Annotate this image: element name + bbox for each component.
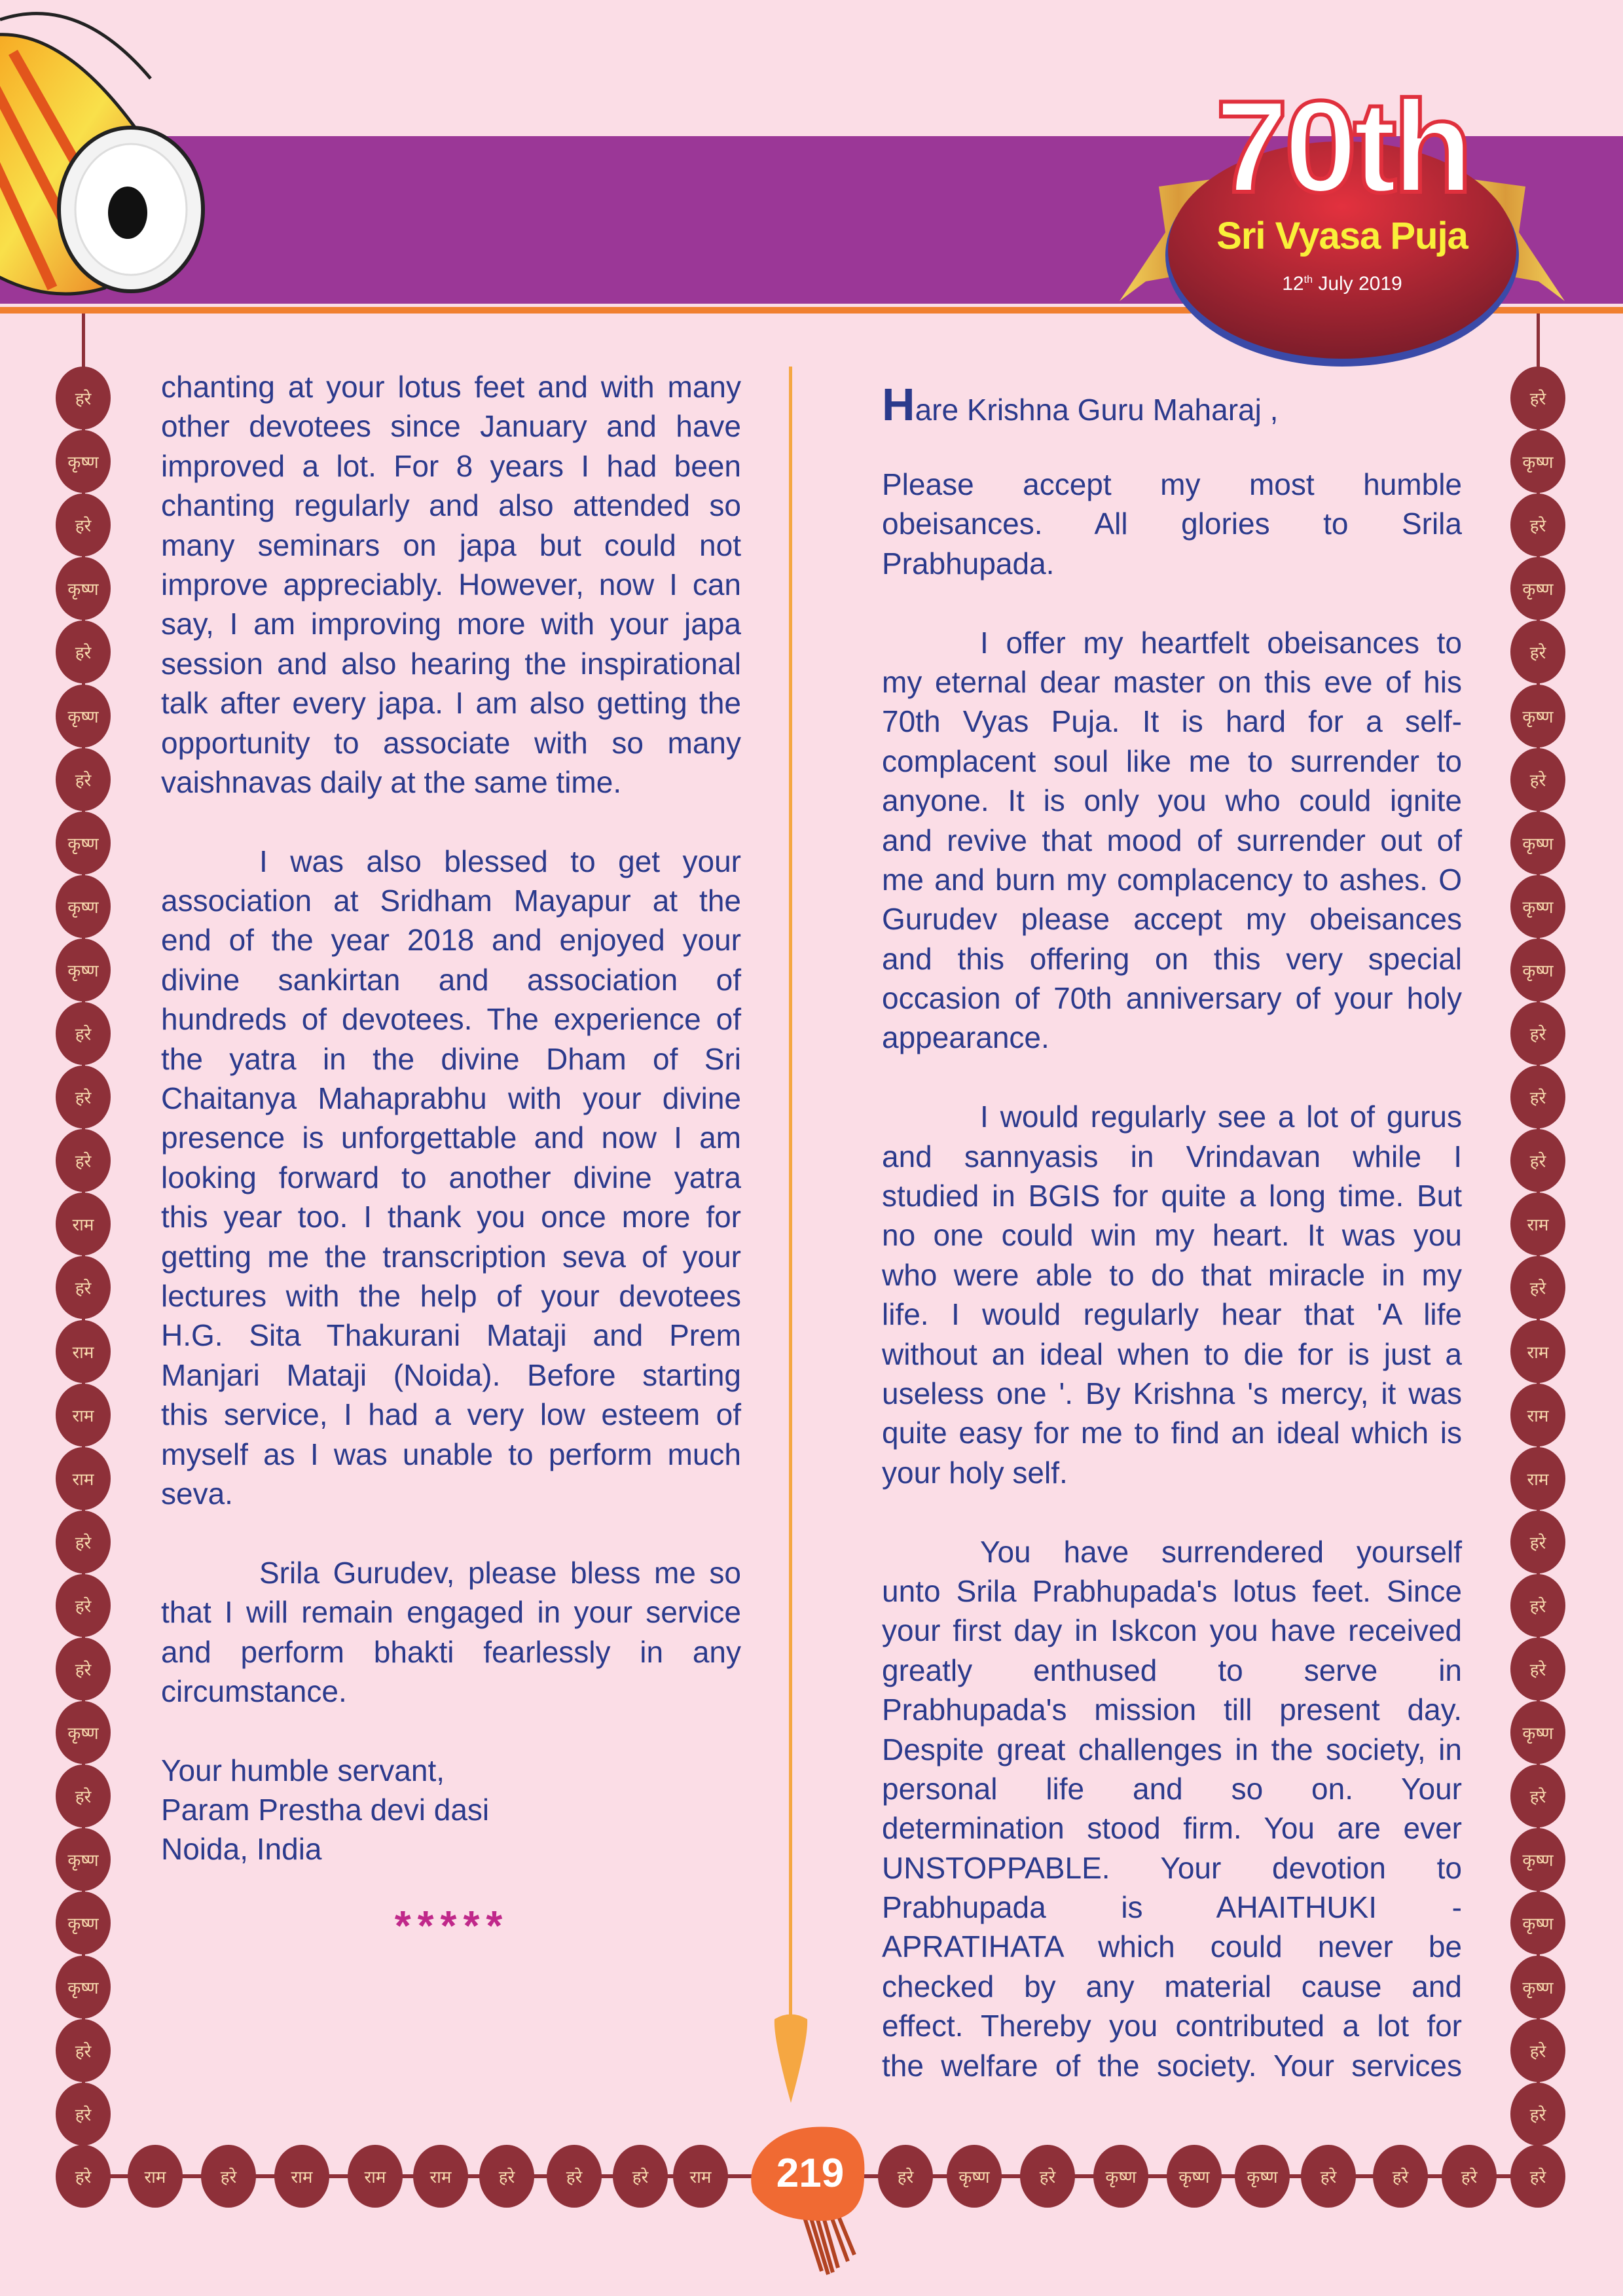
text-line: Chaitanya Mahaprabhu with your divine	[161, 1081, 741, 1116]
bead-label: राम	[72, 1342, 94, 1363]
bead-bottom	[1093, 2145, 1148, 2208]
bead-label: कृष्ण	[67, 453, 99, 473]
bead-right	[1510, 1193, 1565, 1255]
bead-label: कृष्ण	[1522, 961, 1554, 981]
text-line: the yatra in the divine Dham of Sri	[161, 1041, 741, 1076]
badge-title: Sri Vyasa Puja	[1216, 215, 1468, 257]
text-line: seva.	[161, 1476, 233, 1511]
bead-bottom	[128, 2145, 183, 2208]
text-line: improved a lot. For 8 years I had been	[161, 448, 741, 483]
bead-left	[56, 1320, 111, 1383]
text-line: chanting at your lotus feet and with many	[161, 370, 741, 404]
bead-label: हरे	[1529, 1787, 1546, 1808]
bead-label: हरे	[1529, 516, 1546, 537]
bead-left	[56, 1574, 111, 1637]
bead-right	[1510, 493, 1565, 556]
bead-left	[56, 685, 111, 747]
text-line: hundreds of devotees. The experience of	[161, 1002, 741, 1037]
text-line: determination stood firm. You are ever	[882, 1811, 1462, 1846]
bead-label: राम	[1527, 1215, 1549, 1236]
text-line: studied in BGIS for quite a long time. But	[882, 1179, 1462, 1213]
blank-line	[161, 1711, 741, 1750]
text-line: and this offering on this very special	[882, 941, 1462, 976]
text-line: Despite great challenges in the society, in	[882, 1732, 1462, 1767]
text-line: I offer my heartfelt obeisances to	[980, 625, 1462, 660]
bead-label: हरे	[1529, 1152, 1546, 1172]
left-text-column	[161, 367, 741, 1869]
bead-bottom	[348, 2145, 403, 2208]
bead-left	[56, 557, 111, 620]
bead-right	[1510, 685, 1565, 747]
text-line: getting me the transcription seva of your	[161, 1239, 741, 1274]
bead-label: राम	[72, 1406, 94, 1426]
bead-label: कृष्ण	[1522, 1914, 1554, 1935]
bead-label: हरे	[1529, 2105, 1546, 2125]
text-line: your first day in Iskcon you have received	[882, 1613, 1462, 1648]
bead-label: हरे	[75, 2105, 92, 2125]
bead-bottom	[1167, 2145, 1222, 2208]
text-line: UNSTOPPABLE. Your devotion to	[882, 1850, 1462, 1885]
text-line: end of the year 2018 and enjoyed your	[161, 923, 741, 958]
bead-label: कृष्ण	[67, 1724, 99, 1744]
text-line: the welfare of the society. Your services	[882, 2048, 1462, 2083]
bead-bottom	[878, 2145, 933, 2208]
text-line: Prabhupada.	[882, 546, 1055, 581]
bead-bottom	[613, 2145, 668, 2208]
bead-label: हरे	[1529, 1596, 1546, 1617]
bead-right	[1510, 939, 1565, 1001]
bead-right	[1510, 748, 1565, 811]
bead-right	[1510, 1956, 1565, 2018]
bead-left	[56, 2083, 111, 2145]
bead-label: हरे	[75, 2041, 92, 2062]
blank-line	[882, 1492, 1462, 1532]
bead-left	[56, 620, 111, 683]
bead-label: हरे	[632, 2168, 649, 2187]
text-line: presence is unforgettable and now I am	[161, 1121, 741, 1155]
badge-number: 70th	[1215, 74, 1469, 220]
bead-right	[1510, 430, 1565, 493]
bead-left	[56, 1511, 111, 1573]
text-line: that I will remain engaged in your service	[161, 1595, 741, 1630]
bead-right	[1510, 1828, 1565, 1891]
text-line: complacent soul like me to surrender to	[882, 744, 1462, 778]
text-line: myself as I was unable to perform much	[161, 1437, 741, 1471]
bead-label: कृष्ण	[958, 2168, 990, 2187]
bead-label: हरे	[1392, 2168, 1409, 2187]
text-line: Param Prestha devi dasi	[161, 1793, 490, 1827]
bead-right	[1510, 1511, 1565, 1573]
text-line: this year too. I thank you once more for	[161, 1200, 741, 1234]
bead-label: हरे	[75, 1152, 92, 1172]
bead-right	[1510, 1447, 1565, 1510]
bead-left	[56, 1193, 111, 1255]
text-line: greatly enthused to serve in	[882, 1653, 1462, 1687]
text-line: APRATIHATA which could never be	[882, 1929, 1462, 1964]
bead-left	[56, 1256, 111, 1319]
bead-label: हरे	[75, 516, 92, 537]
bead-right	[1510, 1320, 1565, 1383]
bead-label: कृष्ण	[1522, 1978, 1554, 1998]
bead-bottom	[413, 2145, 468, 2208]
bead-label: कृष्ण	[67, 1914, 99, 1935]
blank-line	[882, 583, 1462, 622]
bead-label: हरे	[1461, 2168, 1478, 2187]
bead-label: कृष्ण	[67, 834, 99, 854]
bead-right	[1510, 557, 1565, 620]
text-line: anyone. It is only you who could ignite	[882, 783, 1462, 818]
bead-left	[56, 1892, 111, 1954]
text-line: lectures with the help of your devotees	[161, 1278, 741, 1313]
text-line: Your humble servant,	[161, 1753, 445, 1787]
bead-right	[1510, 367, 1565, 429]
section-stars: *****	[394, 1902, 509, 1949]
center-divider-drop-icon	[769, 2013, 812, 2104]
text-line: Noida, India	[161, 1832, 322, 1867]
bead-label: कृष्ण	[67, 1851, 99, 1871]
bead-bottom	[1510, 2145, 1565, 2208]
text-line: talk after every japa. I am also getting the	[161, 686, 741, 721]
text-line: and sannyasis in Vrindavan while I	[882, 1139, 1462, 1174]
bead-left	[56, 1002, 111, 1065]
bead-label: हरे	[75, 770, 92, 791]
text-line: without an ideal when to die for is just a	[882, 1336, 1462, 1371]
bead-bottom	[673, 2145, 728, 2208]
bead-label: हरे	[1529, 2168, 1546, 2187]
bead-label: राम	[429, 2168, 452, 2187]
bead-label: राम	[72, 1215, 94, 1236]
bead-right	[1510, 1574, 1565, 1637]
text-line: your holy self.	[882, 1455, 1068, 1490]
bead-label: राम	[1527, 1406, 1549, 1426]
bead-label: राम	[1527, 1469, 1549, 1490]
bead-right	[1510, 1638, 1565, 1700]
bead-label: कृष्ण	[1522, 580, 1554, 600]
bead-label: हरे	[897, 2168, 914, 2187]
bead-label: हरे	[1529, 1088, 1546, 1109]
text-line: checked by any material cause and	[882, 1969, 1462, 2003]
bead-label: हरे	[1529, 643, 1546, 664]
bead-right	[1510, 620, 1565, 683]
bead-right	[1510, 875, 1565, 938]
bead-label: हरे	[75, 643, 92, 664]
text-line: Manjari Mataji (Noida). Before starting	[161, 1357, 741, 1392]
bead-right	[1510, 812, 1565, 874]
page-number: 219	[776, 2150, 845, 2196]
bead-label: राम	[689, 2168, 712, 2187]
bead-label: कृष्ण	[67, 580, 99, 600]
text-line: appearance.	[882, 1020, 1049, 1055]
bead-label: हरे	[75, 1025, 92, 1045]
bead-label: कृष्ण	[67, 1978, 99, 1998]
bead-label: हरे	[75, 1660, 92, 1680]
text-line: obeisances. All glories to Srila	[882, 507, 1462, 541]
text-line: my eternal dear master on this eve of his	[882, 664, 1462, 699]
text-line: H.G. Sita Thakurani Mataji and Prem	[161, 1318, 741, 1353]
bead-label: कृष्ण	[1522, 897, 1554, 918]
bead-bottom	[274, 2145, 329, 2208]
bead-label: हरे	[75, 389, 92, 409]
badge-date: 12th July 2019	[1282, 273, 1402, 295]
bead-label: हरे	[1529, 1660, 1546, 1680]
bead-left	[56, 812, 111, 874]
bead-label: कृष्ण	[1178, 2168, 1210, 2187]
bead-label: हरे	[1529, 1025, 1546, 1045]
bead-left	[56, 430, 111, 493]
text-line: vaishnavas daily at the same time.	[161, 764, 622, 799]
blank-line	[161, 1513, 741, 1552]
bead-left	[56, 1384, 111, 1446]
anniversary-badge	[1106, 65, 1578, 367]
bead-label: कृष्ण	[67, 961, 99, 981]
text-line: session and also hearing the inspirational	[161, 646, 741, 681]
bead-label: कृष्ण	[1522, 707, 1554, 727]
bead-label: कृष्ण	[1522, 1724, 1554, 1744]
text-line: circumstance.	[161, 1674, 347, 1708]
bead-label: राम	[1527, 1342, 1549, 1363]
text-line: Prabhupada is AHAITHUKI -	[882, 1890, 1462, 1925]
bead-label: हरे	[1039, 2168, 1056, 2187]
text-line: life. I would regularly hear that 'A life	[882, 1297, 1462, 1332]
bead-bottom	[947, 2145, 1002, 2208]
bead-label: कृष्ण	[67, 897, 99, 918]
bead-label: हरे	[75, 1787, 92, 1808]
text-line: no one could win my heart. It was you	[882, 1218, 1462, 1253]
bead-bottom	[1020, 2145, 1075, 2208]
bead-bottom	[547, 2145, 602, 2208]
bead-label: राम	[72, 1469, 94, 1490]
text-line: who were able to do that miracle in my	[882, 1257, 1462, 1292]
bead-label: राम	[144, 2168, 166, 2187]
text-line: association at Sridham Mayapur at the	[161, 884, 741, 918]
bead-left	[56, 939, 111, 1001]
text-line: Prabhupada's mission till present day.	[882, 1693, 1462, 1727]
text-line: looking forward to another divine yatra	[161, 1160, 741, 1194]
bead-right	[1510, 1066, 1565, 1128]
bead-label: हरे	[220, 2168, 237, 2187]
bead-left	[56, 875, 111, 938]
bead-label: हरे	[1529, 2041, 1546, 2062]
bead-left	[56, 1066, 111, 1128]
bead-label: हरे	[75, 2168, 92, 2187]
text-line: unto Srila Prabhupada's lotus feet. Since	[882, 1573, 1462, 1608]
text-line: personal life and so on. Your	[882, 1771, 1462, 1806]
text-line: effect. Thereby you contributed a lot for	[882, 2009, 1462, 2043]
text-line: chanting regularly and also attended so	[161, 488, 741, 523]
bead-left	[56, 2019, 111, 2082]
bead-left	[56, 1638, 111, 1700]
bead-left	[56, 367, 111, 429]
bead-bottom	[56, 2145, 111, 2208]
text-line: many seminars on japa but could not	[161, 528, 741, 562]
text-line: I would regularly see a lot of gurus	[980, 1100, 1462, 1134]
text-line: quite easy for me to find an ideal which is	[882, 1416, 1462, 1450]
bead-left	[56, 1765, 111, 1827]
right-text-column	[882, 465, 1462, 2085]
bead-right	[1510, 2083, 1565, 2145]
bead-label: हरे	[1529, 770, 1546, 791]
bead-label: कृष्ण	[1522, 834, 1554, 854]
bead-label: हरे	[1529, 389, 1546, 409]
text-line: other devotees since January and have	[161, 409, 741, 444]
bead-right	[1510, 1256, 1565, 1319]
bead-left	[56, 1701, 111, 1764]
bead-left	[56, 748, 111, 811]
bead-label: राम	[364, 2168, 386, 2187]
bead-label: हरे	[1529, 1279, 1546, 1299]
text-line: and revive that mood of surrender out of	[882, 823, 1462, 857]
bead-left	[56, 1956, 111, 2018]
bead-right	[1510, 2019, 1565, 2082]
text-line: and perform bhakti fearlessly in any	[161, 1634, 741, 1669]
bead-label: हरे	[498, 2168, 515, 2187]
bead-label: कृष्ण	[1522, 453, 1554, 473]
text-line: improve appreciably. However, now I can	[161, 567, 741, 601]
blank-line	[161, 802, 741, 841]
bead-right	[1510, 1892, 1565, 1954]
bead-label: हरे	[75, 1596, 92, 1617]
text-line: Please accept my most humble	[882, 467, 1462, 501]
blank-line	[882, 1058, 1462, 1097]
mridanga-drum-icon	[0, 0, 223, 314]
text-line: 70th Vyas Puja. It is hard for a self-	[882, 704, 1462, 739]
bead-bottom	[201, 2145, 256, 2208]
text-line: me and burn my complacency to ashes. O	[882, 862, 1462, 897]
text-line: divine sankirtan and association of	[161, 962, 741, 997]
bead-right	[1510, 1129, 1565, 1192]
text-line: Srila Gurudev, please bless me so	[259, 1555, 741, 1590]
bead-label: कृष्ण	[1247, 2168, 1278, 2187]
text-line: useless one '. By Krishna 's mercy, it was	[882, 1376, 1462, 1410]
bead-bottom	[1442, 2145, 1497, 2208]
bead-label: हरे	[75, 1279, 92, 1299]
bead-label: कृष्ण	[1105, 2168, 1137, 2187]
bead-bottom	[1235, 2145, 1290, 2208]
bead-label: हरे	[75, 1088, 92, 1109]
text-line: this service, I had a very low esteem of	[161, 1397, 741, 1432]
text-line: You have surrendered yourself	[980, 1534, 1462, 1569]
bead-bottom	[479, 2145, 534, 2208]
bead-label: हरे	[566, 2168, 583, 2187]
bead-label: हरे	[75, 1533, 92, 1553]
text-line: opportunity to associate with so many	[161, 725, 741, 760]
text-line: Gurudev please accept my obeisances	[882, 902, 1462, 937]
bead-bottom	[1373, 2145, 1428, 2208]
bead-left	[56, 1828, 111, 1891]
greeting: Hare Krishna Guru Maharaj ,	[882, 379, 1279, 430]
bead-right	[1510, 1701, 1565, 1764]
center-divider-thread	[789, 367, 792, 2016]
bead-right	[1510, 1384, 1565, 1446]
bead-label: कृष्ण	[1522, 1851, 1554, 1871]
bead-right	[1510, 1002, 1565, 1065]
bead-bottom	[1301, 2145, 1356, 2208]
text-line: say, I am improving more with your japa	[161, 607, 741, 641]
bead-label: हरे	[1320, 2168, 1337, 2187]
bead-left	[56, 1447, 111, 1510]
bead-left	[56, 1129, 111, 1192]
bead-left	[56, 493, 111, 556]
text-line: occasion of 70th anniversary of your holy	[882, 981, 1462, 1016]
bead-label: कृष्ण	[67, 707, 99, 727]
bead-label: हरे	[1529, 1533, 1546, 1553]
bead-right	[1510, 1765, 1565, 1827]
bead-label: राम	[291, 2168, 313, 2187]
text-line: I was also blessed to get your	[259, 844, 741, 878]
